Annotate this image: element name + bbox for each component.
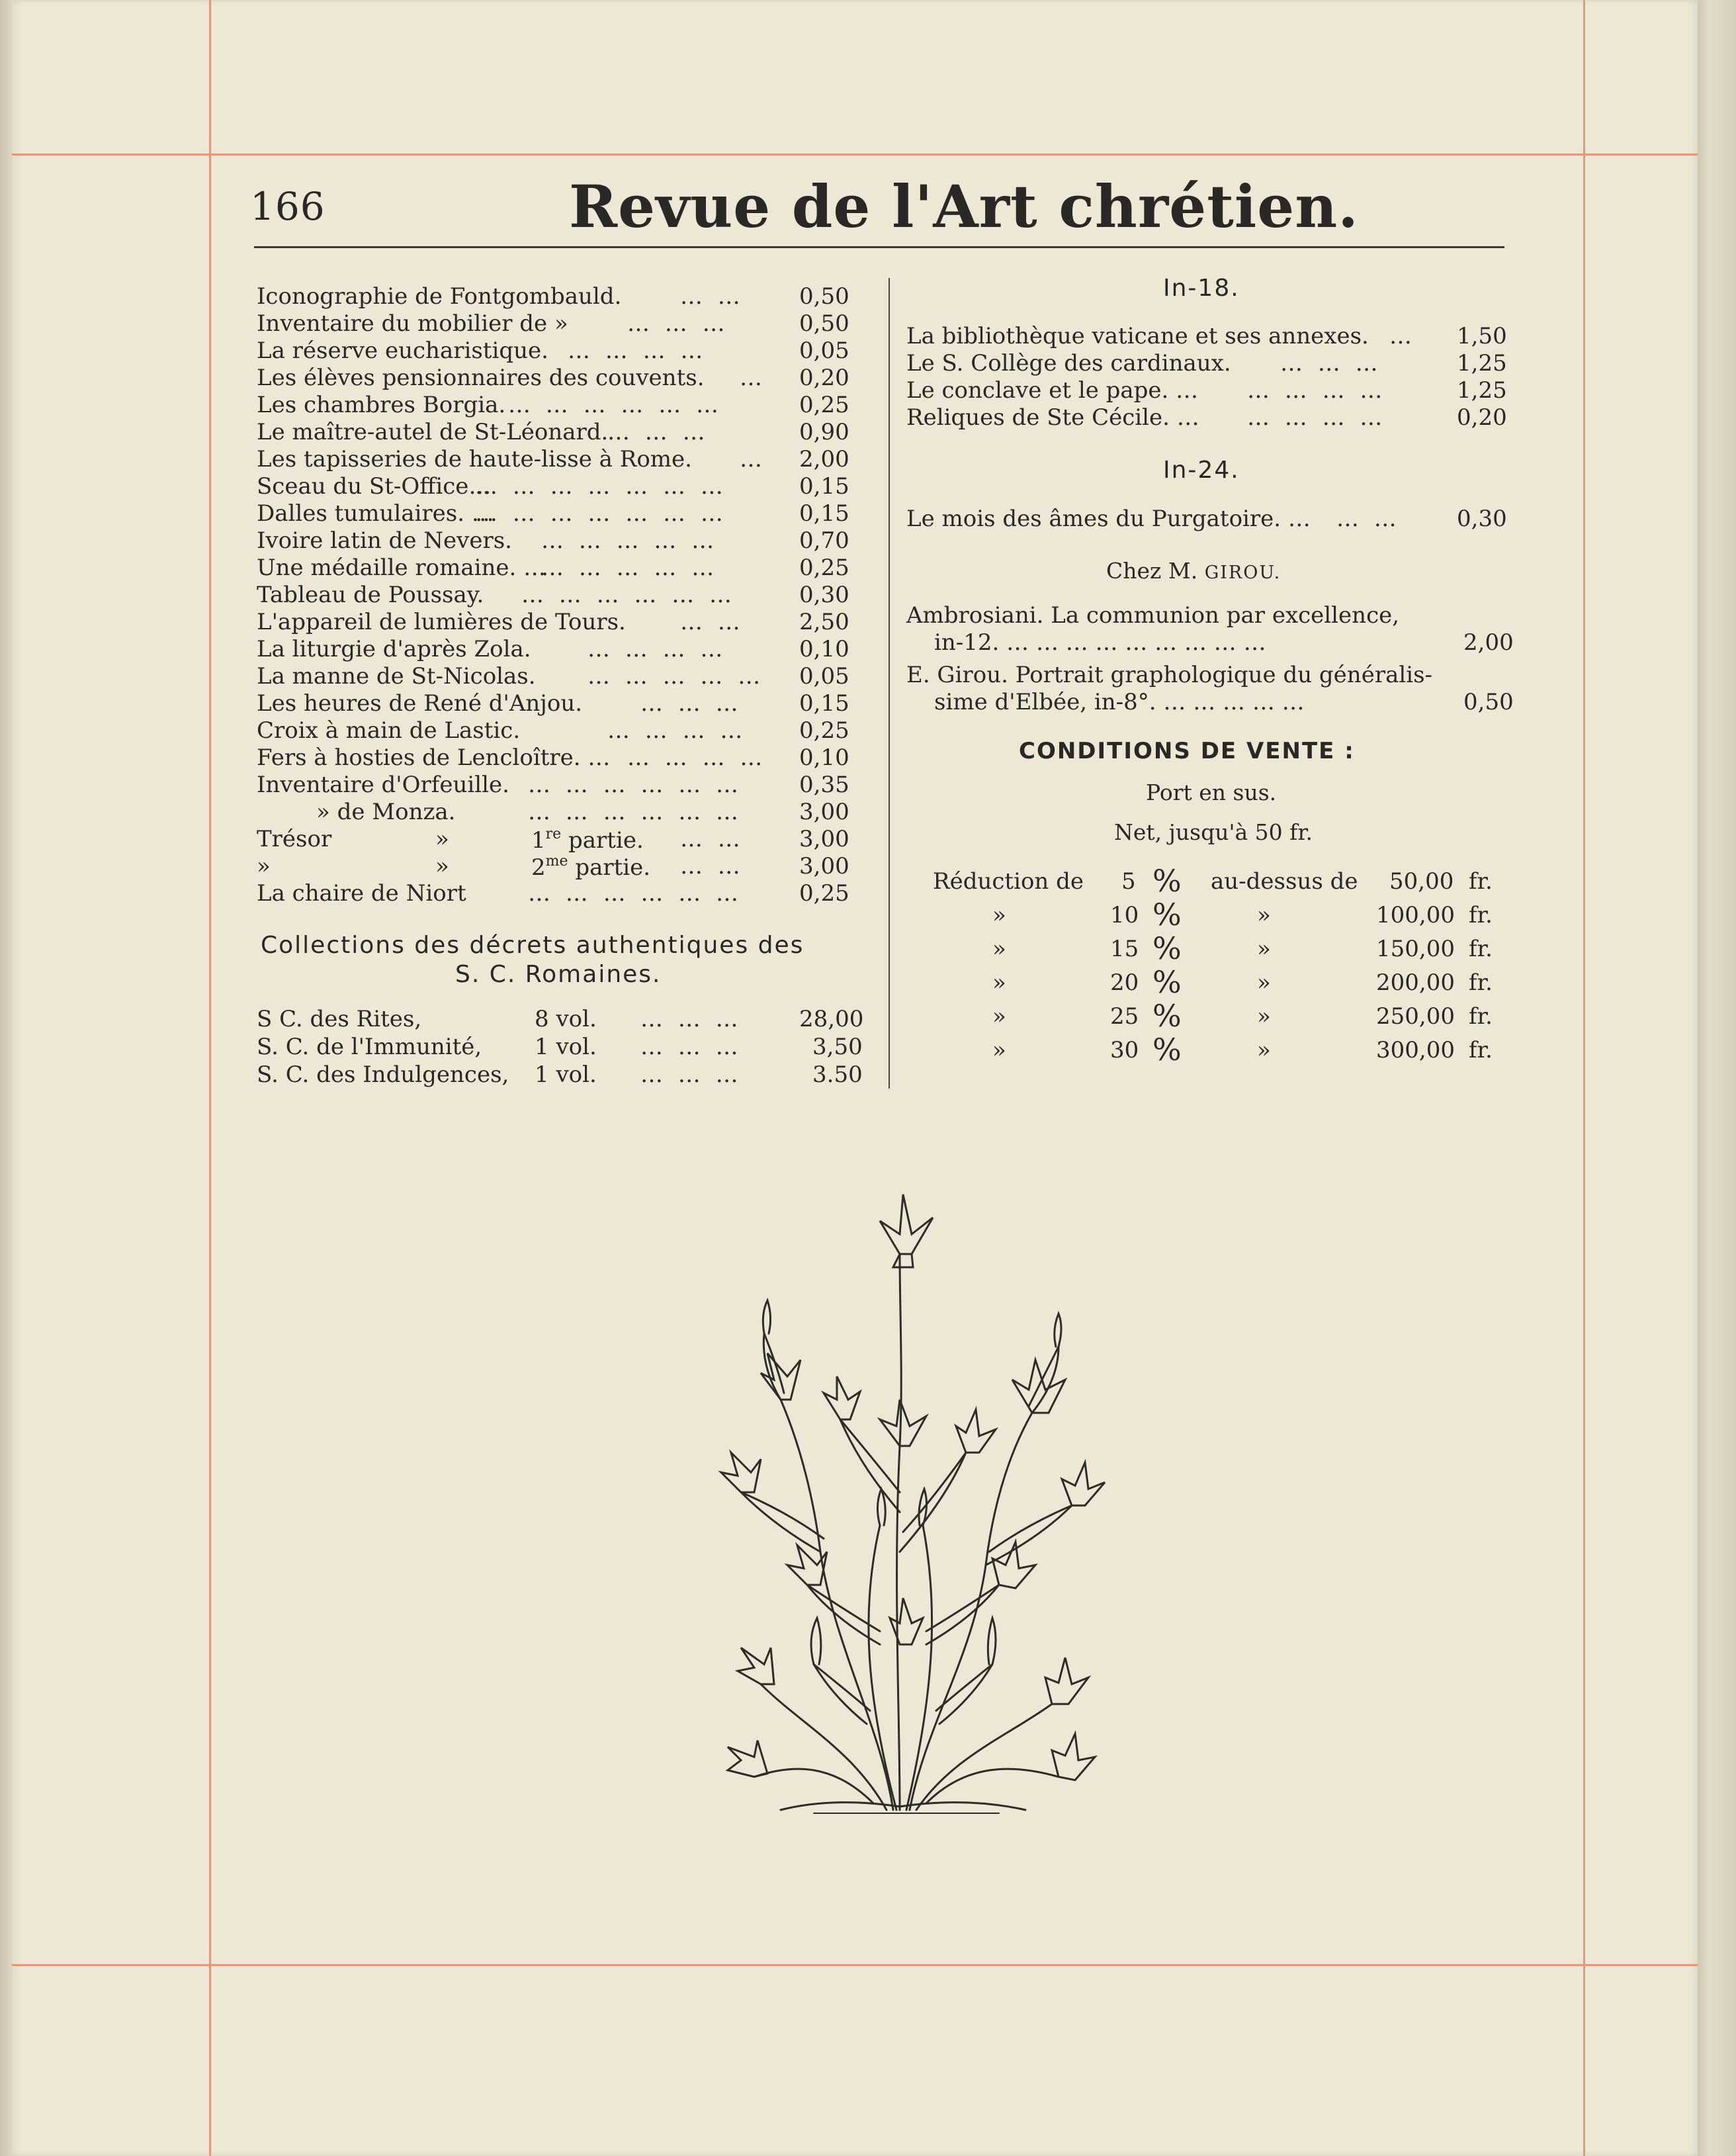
- page-number: 166: [250, 184, 326, 229]
- frame-rule-top: [12, 154, 1698, 156]
- binding-edge: [0, 0, 12, 2156]
- lily-plant-icon: [701, 1181, 1111, 1832]
- net-text: Net, jusqu'à 50 fr.: [1114, 819, 1313, 845]
- header-rule: [254, 246, 1504, 248]
- in24-list: Le mois des âmes du Purgatoire. … … … 0,30: [906, 506, 1507, 532]
- collections-heading-line2: S. C. Romaines.: [455, 961, 662, 988]
- reduction-table: Réduction de 5 % au-dessus de 50,00 fr. » 10 % » 100,00 fr. » 15 % » 150,00 fr. » 20 % » 200,00 fr. » 25 % » 250,00 fr. » 30 % » 300,00 fr.: [933, 863, 1493, 1067]
- girou-list: Ambrosiani. La communion par excellence, in-12. … … … … … … … … … 2,00 E. Girou. Portrait graphologique du généralis- sime d'Elbée, in-8°. … … … … … 0,50: [906, 602, 1514, 715]
- next-page-edge: [1698, 0, 1736, 2156]
- port-text: Port en sus.: [1146, 780, 1277, 805]
- frame-rule-bottom: [12, 1964, 1698, 1966]
- conditions-title: CONDITIONS DE VENTE :: [1019, 738, 1355, 764]
- left-price-list: Iconographie de Fontgombauld. … … 0,50 Inventaire du mobilier de » … … … 0,50 La réserve eucharistique. … … … … 0,05 Les élèves pensionnaires des couvents. … 0,20 Les chambres Borgia. … … … … … … 0,25 Le maître-autel de St-Léonard. … … … 0,90 Les tapisseries de haute-lisse à Rome. … 2,00 Sceau du St-Office… … … … … … … … 0,15 Dalles tumulaires. … … … … … … … … 0,15 Ivoire latin de Nevers. … … … … … 0,70 Une médaille romaine. … … … … … … 0,25 Tableau de Poussay. … … … … … … 0,30 L'appareil de lumières de Tours. … … 2,50 La liturgie d'après Zola. … … … … 0,10 La manne de St-Nicolas. … … … … … 0,05 Les heures de René d'Anjou. … … … 0,15 Croix à main de Lastic. … … … … 0,25 Fers à hosties de Lencloître. … … … … … 0,10 Inventaire d'Orfeuille. … … … … … … 0,35 » de Monza. … … … … … … 3,00 Trésor » 1re partie. … … 3,00 » » $2^{me}$ partie. … … 3,00 La chaire de Niort … … … … … … 0,25 Collections des décrets authentiques des S. C. Romaines. S C. des Rites, 8 vol. … … … 28,00 S. C. de l'Immunité, 1 vol. … … … 3,50 S. C. des Indulgences, 1 vol. … … … 3.50: [257, 283, 864, 1088]
- chez-girou: Chez M. GIROU.: [1106, 558, 1281, 584]
- frame-rule-right: [1583, 0, 1585, 2156]
- heading-in18: In-18.: [1163, 275, 1240, 302]
- running-title: Revue de l'Art chrétien.: [569, 172, 1359, 241]
- in18-list: La bibliothèque vaticane et ses annexes. … 1,50 Le S. Collège des cardinaux. … … … 1,25 Le conclave et le pape. … … … … … 1,25 Reliques de Ste Cécile. … … … … … 0,20: [906, 323, 1507, 431]
- lily-flower: [880, 1194, 933, 1267]
- frame-rule-left: [209, 0, 211, 2156]
- heading-in24: In-24.: [1163, 457, 1240, 484]
- collections-heading-line1: Collections des décrets authentiques des: [261, 932, 804, 959]
- column-divider: [889, 278, 890, 1089]
